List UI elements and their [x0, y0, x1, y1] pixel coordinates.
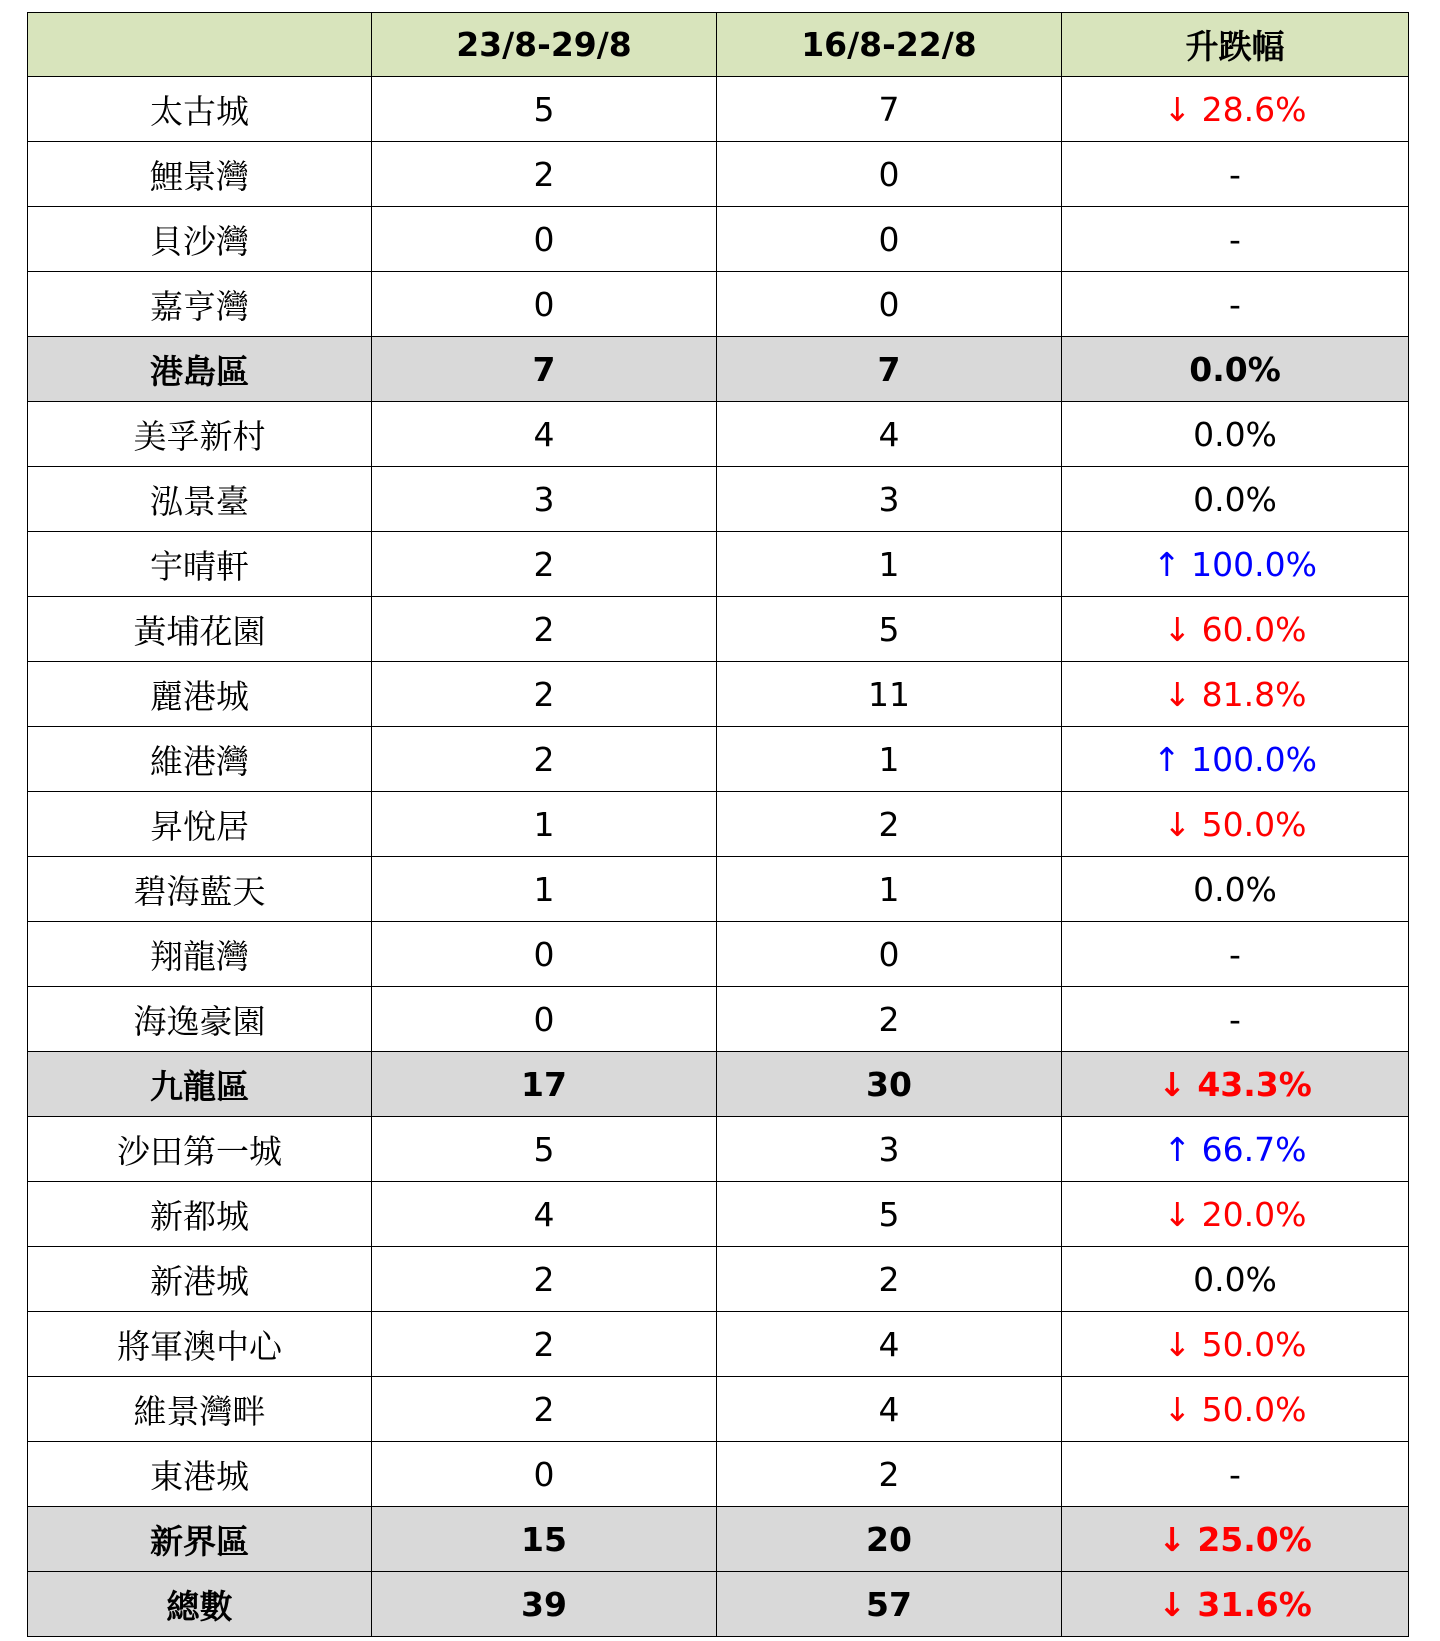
estate-name-cell: 碧海藍天 — [28, 857, 372, 922]
change-cell: ↑ 66.7% — [1062, 1117, 1409, 1182]
previous-week-cell: 1 — [717, 857, 1062, 922]
estate-name-cell: 新界區 — [28, 1507, 372, 1572]
header-row — [28, 13, 1409, 77]
table-row — [28, 922, 1409, 987]
transactions-table — [27, 12, 1409, 1637]
table-row — [28, 1377, 1409, 1442]
change-cell: - — [1062, 987, 1409, 1052]
table-row — [28, 727, 1409, 792]
header-previous-week: 16/8-22/8 — [717, 13, 1062, 77]
table-row — [28, 402, 1409, 467]
change-cell: - — [1062, 142, 1409, 207]
current-week-cell: 2 — [372, 142, 717, 207]
change-cell: ↓ 60.0% — [1062, 597, 1409, 662]
estate-name-cell: 九龍區 — [28, 1052, 372, 1117]
change-cell: ↓ 50.0% — [1062, 1312, 1409, 1377]
current-week-cell: 0 — [372, 207, 717, 272]
table-row — [28, 467, 1409, 532]
current-week-cell: 15 — [372, 1507, 717, 1572]
current-week-cell: 2 — [372, 532, 717, 597]
current-week-cell: 7 — [372, 337, 717, 402]
change-cell: ↓ 31.6% — [1062, 1572, 1409, 1637]
change-cell: 0.0% — [1062, 857, 1409, 922]
estate-name-cell: 麗港城 — [28, 662, 372, 727]
estate-name-cell: 黃埔花園 — [28, 597, 372, 662]
table-row — [28, 532, 1409, 597]
previous-week-cell: 1 — [717, 727, 1062, 792]
previous-week-cell: 11 — [717, 662, 1062, 727]
change-cell: - — [1062, 922, 1409, 987]
current-week-cell: 0 — [372, 272, 717, 337]
estate-name-cell: 新港城 — [28, 1247, 372, 1312]
estate-name-cell: 昇悅居 — [28, 792, 372, 857]
subtotal-row — [28, 337, 1409, 402]
header-estate — [28, 13, 372, 77]
previous-week-cell: 2 — [717, 792, 1062, 857]
change-cell: ↑ 100.0% — [1062, 532, 1409, 597]
current-week-cell: 2 — [372, 662, 717, 727]
table-row — [28, 1442, 1409, 1507]
previous-week-cell: 4 — [717, 1312, 1062, 1377]
estate-name-cell: 東港城 — [28, 1442, 372, 1507]
change-cell: ↓ 81.8% — [1062, 662, 1409, 727]
previous-week-cell: 4 — [717, 402, 1062, 467]
change-cell: ↑ 100.0% — [1062, 727, 1409, 792]
change-cell: - — [1062, 1442, 1409, 1507]
estate-name-cell: 鯉景灣 — [28, 142, 372, 207]
table-row — [28, 1117, 1409, 1182]
previous-week-cell: 5 — [717, 597, 1062, 662]
current-week-cell: 39 — [372, 1572, 717, 1637]
subtotal-row — [28, 1572, 1409, 1637]
previous-week-cell: 2 — [717, 987, 1062, 1052]
previous-week-cell: 2 — [717, 1247, 1062, 1312]
estate-name-cell: 沙田第一城 — [28, 1117, 372, 1182]
estate-name-cell: 泓景臺 — [28, 467, 372, 532]
estate-name-cell: 新都城 — [28, 1182, 372, 1247]
change-cell: ↓ 28.6% — [1062, 77, 1409, 142]
change-cell: - — [1062, 207, 1409, 272]
estate-name-cell: 總數 — [28, 1572, 372, 1637]
table-body — [28, 77, 1409, 1637]
table-row — [28, 597, 1409, 662]
table-row — [28, 987, 1409, 1052]
estate-name-cell: 海逸豪園 — [28, 987, 372, 1052]
estate-name-cell: 嘉亨灣 — [28, 272, 372, 337]
previous-week-cell: 0 — [717, 142, 1062, 207]
estate-name-cell: 維港灣 — [28, 727, 372, 792]
table-header — [28, 13, 1409, 77]
current-week-cell: 2 — [372, 597, 717, 662]
previous-week-cell: 2 — [717, 1442, 1062, 1507]
estate-name-cell: 將軍澳中心 — [28, 1312, 372, 1377]
table-row — [28, 272, 1409, 337]
table-row — [28, 77, 1409, 142]
current-week-cell: 0 — [372, 1442, 717, 1507]
previous-week-cell: 7 — [717, 77, 1062, 142]
estate-name-cell: 太古城 — [28, 77, 372, 142]
table-row — [28, 1182, 1409, 1247]
estate-name-cell: 宇晴軒 — [28, 532, 372, 597]
estate-name-cell: 貝沙灣 — [28, 207, 372, 272]
change-cell: 0.0% — [1062, 337, 1409, 402]
previous-week-cell: 20 — [717, 1507, 1062, 1572]
table-row — [28, 792, 1409, 857]
header-change: 升跌幅 — [1062, 13, 1409, 77]
previous-week-cell: 3 — [717, 1117, 1062, 1182]
current-week-cell: 17 — [372, 1052, 717, 1117]
estate-name-cell: 翔龍灣 — [28, 922, 372, 987]
previous-week-cell: 7 — [717, 337, 1062, 402]
table-row — [28, 857, 1409, 922]
current-week-cell: 2 — [372, 1377, 717, 1442]
current-week-cell: 2 — [372, 1312, 717, 1377]
table-row — [28, 1247, 1409, 1312]
current-week-cell: 3 — [372, 467, 717, 532]
current-week-cell: 0 — [372, 922, 717, 987]
previous-week-cell: 1 — [717, 532, 1062, 597]
header-current-week: 23/8-29/8 — [372, 13, 717, 77]
current-week-cell: 4 — [372, 402, 717, 467]
previous-week-cell: 4 — [717, 1377, 1062, 1442]
change-cell: 0.0% — [1062, 402, 1409, 467]
change-cell: ↓ 25.0% — [1062, 1507, 1409, 1572]
current-week-cell: 5 — [372, 1117, 717, 1182]
previous-week-cell: 5 — [717, 1182, 1062, 1247]
previous-week-cell: 0 — [717, 272, 1062, 337]
current-week-cell: 1 — [372, 857, 717, 922]
change-cell: - — [1062, 272, 1409, 337]
estate-name-cell: 美孚新村 — [28, 402, 372, 467]
change-cell: ↓ 43.3% — [1062, 1052, 1409, 1117]
current-week-cell: 2 — [372, 1247, 717, 1312]
table-row — [28, 207, 1409, 272]
estate-name-cell: 港島區 — [28, 337, 372, 402]
current-week-cell: 1 — [372, 792, 717, 857]
change-cell: ↓ 50.0% — [1062, 792, 1409, 857]
estate-name-cell: 維景灣畔 — [28, 1377, 372, 1442]
change-cell: 0.0% — [1062, 467, 1409, 532]
table-row — [28, 142, 1409, 207]
change-cell: ↓ 50.0% — [1062, 1377, 1409, 1442]
previous-week-cell: 0 — [717, 922, 1062, 987]
current-week-cell: 5 — [372, 77, 717, 142]
subtotal-row — [28, 1052, 1409, 1117]
previous-week-cell: 3 — [717, 467, 1062, 532]
current-week-cell: 0 — [372, 987, 717, 1052]
change-cell: 0.0% — [1062, 1247, 1409, 1312]
table-row — [28, 1312, 1409, 1377]
change-cell: ↓ 20.0% — [1062, 1182, 1409, 1247]
subtotal-row — [28, 1507, 1409, 1572]
previous-week-cell: 0 — [717, 207, 1062, 272]
previous-week-cell: 57 — [717, 1572, 1062, 1637]
table-row — [28, 662, 1409, 727]
previous-week-cell: 30 — [717, 1052, 1062, 1117]
current-week-cell: 4 — [372, 1182, 717, 1247]
current-week-cell: 2 — [372, 727, 717, 792]
